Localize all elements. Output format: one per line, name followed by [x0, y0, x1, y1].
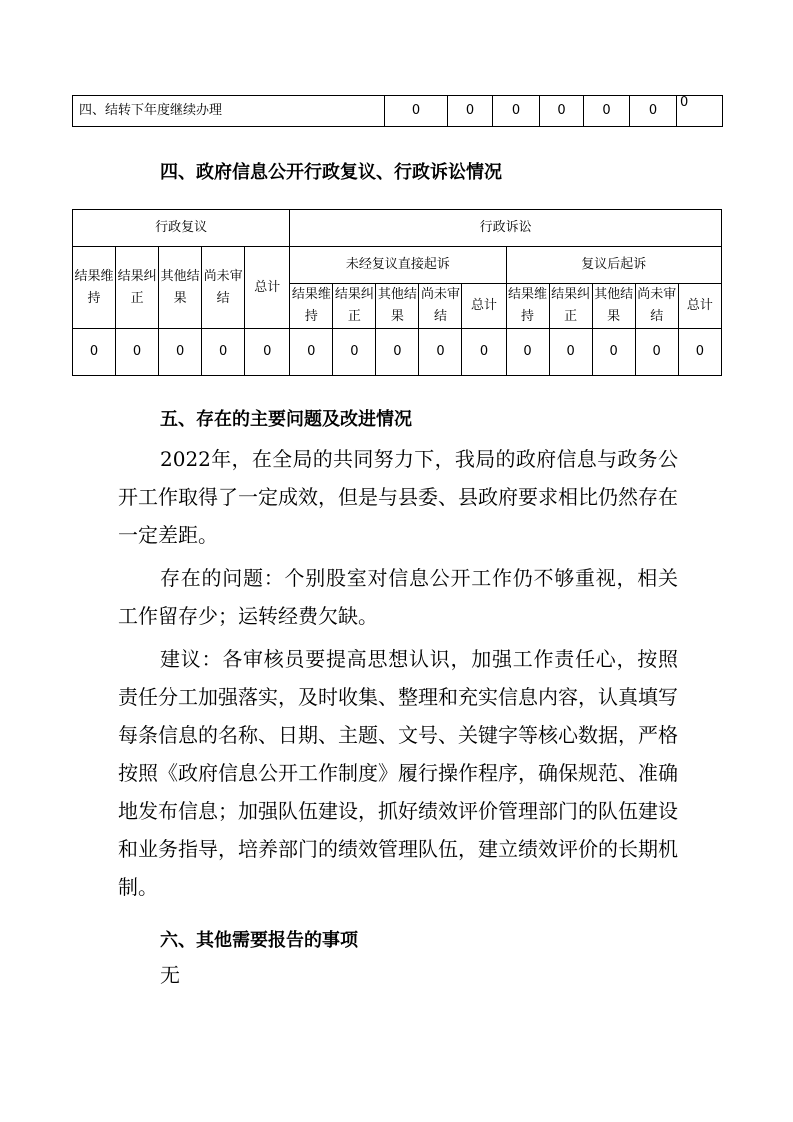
- section5-paragraph-problems: 存在的问题：个别股室对信息公开工作仍不够重视，相关工作留存少；运转经费欠缺。: [118, 566, 678, 628]
- section6-heading: 六、其他需要报告的事项: [160, 930, 358, 951]
- header-direct-suit: 未经复议直接起诉: [290, 247, 506, 284]
- col-header: 结果纠正: [116, 247, 159, 329]
- section4-heading: 四、政府信息公开行政复议、行政诉讼情况: [160, 162, 502, 183]
- carryover-table: [72, 95, 723, 127]
- table-cell: 0: [540, 96, 584, 127]
- table-cell: 0: [448, 96, 493, 127]
- section5-paragraph-progress: 2022年，在全局的共同努力下，我局的政府信息与政务公开工作取得了一定成效，但是与县委、县政府要求相比仍然存在一定差距。: [118, 447, 678, 547]
- col-header: 其他结果: [376, 284, 419, 329]
- col-header: 尚未审结: [419, 284, 462, 329]
- col-header: 结果维持: [290, 284, 333, 329]
- review-litigation-table: [72, 209, 722, 376]
- col-header: 结果维持: [73, 247, 116, 329]
- section5-heading: 五、存在的主要问题及改进情况: [160, 409, 412, 430]
- table-cell: 0: [385, 96, 448, 127]
- header-admin-litigation: 行政诉讼: [290, 210, 722, 247]
- table-cell: 0: [376, 329, 419, 376]
- table-cell: 0: [202, 329, 245, 376]
- table-cell: 0: [290, 329, 333, 376]
- col-header: 其他结果: [159, 247, 202, 329]
- col-header: 结果纠正: [333, 284, 376, 329]
- table-cell: 0: [584, 96, 630, 127]
- table-cell: 0: [245, 329, 290, 376]
- table-header-row: [73, 247, 722, 284]
- col-header: 结果纠正: [549, 284, 592, 329]
- table-cell: 0: [678, 329, 721, 376]
- table-cell: 0: [73, 329, 116, 376]
- table-cell: 0: [116, 329, 159, 376]
- table-cell: 0: [159, 329, 202, 376]
- col-header: 尚未审结: [202, 247, 245, 329]
- table-cell: 0: [630, 96, 677, 127]
- section6-content: 无: [160, 963, 180, 987]
- table-cell: 0: [635, 329, 678, 376]
- table-row: [73, 329, 722, 376]
- col-header: 总计: [678, 284, 721, 329]
- col-header: 结果维持: [506, 284, 549, 329]
- table-cell: 0: [592, 329, 635, 376]
- col-header: 总计: [245, 247, 290, 329]
- col-header: 总计: [462, 284, 506, 329]
- table-cell: 0: [333, 329, 376, 376]
- table-cell: 0: [493, 96, 540, 127]
- row-label-carryover: 四、结转下年度继续办理: [73, 96, 385, 127]
- header-admin-review: 行政复议: [73, 210, 290, 247]
- col-header: 尚未审结: [635, 284, 678, 329]
- table-header-row: [73, 210, 722, 247]
- col-header: 其他结果: [592, 284, 635, 329]
- header-after-review-suit: 复议后起诉: [506, 247, 721, 284]
- table-cell: 0: [462, 329, 506, 376]
- table-cell: 0: [549, 329, 592, 376]
- table-cell: 0: [419, 329, 462, 376]
- table-cell: 0: [677, 96, 723, 127]
- table-row: [73, 96, 723, 127]
- table-cell: 0: [506, 329, 549, 376]
- section5-paragraph-suggestions: 建议：各审核员要提高思想认识，加强工作责任心，按照责任分工加强落实，及时收集、整理和充实信息内容，认真填写每条信息的名称、日期、主题、文号、关键字等核心数据，严格按照《政府信息公开工作制度》履行操作程序，确保规范、准确地发布信息；加强队伍建设，抓好绩效评价管理部门的队伍建设和业务指导，培养部门的绩效管理队伍，建立绩效评价的长期机制。: [118, 647, 678, 899]
